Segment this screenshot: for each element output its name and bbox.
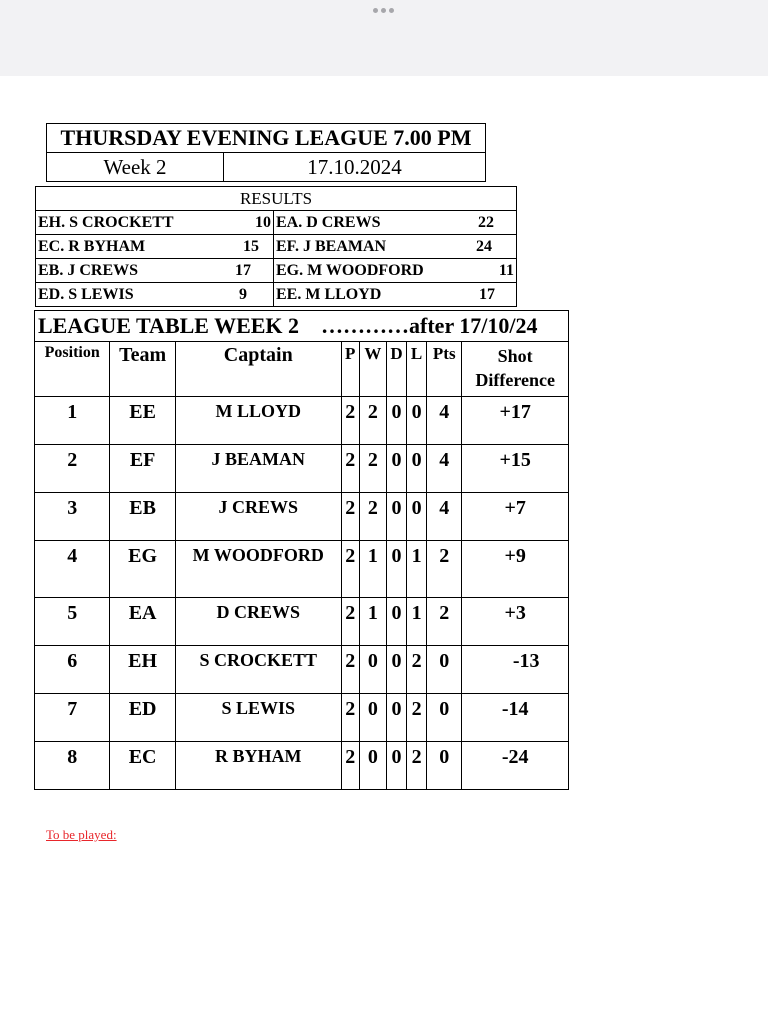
result-home-team: EC. R BYHAM <box>38 237 146 255</box>
row-position: 4 <box>35 541 110 598</box>
table-row <box>35 445 569 493</box>
row-points: 2 <box>427 541 462 598</box>
row-position: 3 <box>35 493 110 541</box>
row-team: ED <box>110 694 175 742</box>
row-lost: 2 <box>407 742 427 790</box>
top-bar <box>0 0 768 76</box>
row-won: 0 <box>359 742 386 790</box>
row-lost: 0 <box>407 397 427 445</box>
result-away-score: 17 <box>479 285 495 303</box>
league-header-row <box>35 342 569 397</box>
league-table-title: LEAGUE TABLE WEEK 2 …………after 17/10/24 <box>35 311 569 342</box>
col-shot-difference <box>462 342 569 397</box>
col-shot-label: Shot <box>497 346 533 366</box>
row-shot-diff: +17 <box>462 397 569 445</box>
result-home-score: 10 <box>255 213 271 231</box>
result-row <box>36 259 517 283</box>
col-position: Position <box>35 342 110 397</box>
result-home-score: 15 <box>243 237 259 255</box>
row-position: 2 <box>35 445 110 493</box>
row-drawn: 0 <box>386 541 406 598</box>
row-played: 2 <box>341 493 359 541</box>
row-played: 2 <box>341 445 359 493</box>
row-lost: 1 <box>407 598 427 646</box>
col-won: W <box>359 342 386 397</box>
row-drawn: 0 <box>386 646 406 694</box>
col-points: Pts <box>427 342 462 397</box>
row-shot-diff: +3 <box>462 598 569 646</box>
row-points: 4 <box>427 493 462 541</box>
col-team: Team <box>110 342 175 397</box>
table-row <box>35 541 569 598</box>
results-heading: RESULTS <box>36 187 517 211</box>
row-shot-diff: -14 <box>462 694 569 742</box>
row-shot-diff: +7 <box>462 493 569 541</box>
row-position: 5 <box>35 598 110 646</box>
row-shot-diff: -24 <box>462 742 569 790</box>
dot <box>389 8 394 13</box>
row-captain: J BEAMAN <box>175 445 341 493</box>
row-played: 2 <box>341 742 359 790</box>
row-points: 0 <box>427 694 462 742</box>
row-lost: 1 <box>407 541 427 598</box>
row-lost: 0 <box>407 493 427 541</box>
result-row <box>36 211 517 235</box>
row-drawn: 0 <box>386 694 406 742</box>
row-lost: 2 <box>407 646 427 694</box>
row-captain: R BYHAM <box>175 742 341 790</box>
row-team: EF <box>110 445 175 493</box>
result-away-score: 22 <box>478 213 494 231</box>
row-played: 2 <box>341 598 359 646</box>
table-row <box>35 397 569 445</box>
dot <box>381 8 386 13</box>
row-team: EA <box>110 598 175 646</box>
row-captain: M LLOYD <box>175 397 341 445</box>
row-won: 2 <box>359 397 386 445</box>
row-won: 2 <box>359 445 386 493</box>
league-table <box>34 310 569 790</box>
result-away-score: 24 <box>476 237 492 255</box>
row-captain: J CREWS <box>175 493 341 541</box>
row-shot-diff: -13 <box>462 646 569 694</box>
row-position: 7 <box>35 694 110 742</box>
result-home-team: EH. S CROCKETT <box>38 213 174 231</box>
row-captain: S LEWIS <box>175 694 341 742</box>
result-row <box>36 283 517 307</box>
row-points: 0 <box>427 742 462 790</box>
row-drawn: 0 <box>386 742 406 790</box>
result-home-team: EB. J CREWS <box>38 261 139 279</box>
result-away-team: EA. D CREWS <box>276 213 381 231</box>
table-row <box>35 742 569 790</box>
row-won: 2 <box>359 493 386 541</box>
row-position: 6 <box>35 646 110 694</box>
league-header <box>46 123 486 182</box>
result-away-team: EF. J BEAMAN <box>276 237 387 255</box>
row-team: EC <box>110 742 175 790</box>
league-title: THURSDAY EVENING LEAGUE 7.00 PM <box>47 124 486 153</box>
row-won: 0 <box>359 646 386 694</box>
row-drawn: 0 <box>386 598 406 646</box>
col-drawn: D <box>386 342 406 397</box>
row-team: EG <box>110 541 175 598</box>
row-team: EB <box>110 493 175 541</box>
row-shot-diff: +15 <box>462 445 569 493</box>
dot <box>373 8 378 13</box>
row-played: 2 <box>341 397 359 445</box>
row-team: EE <box>110 397 175 445</box>
row-won: 1 <box>359 598 386 646</box>
col-lost: L <box>407 342 427 397</box>
col-difference-label: Difference <box>475 370 555 390</box>
row-captain: M WOODFORD <box>175 541 341 598</box>
row-captain: D CREWS <box>175 598 341 646</box>
row-lost: 2 <box>407 694 427 742</box>
more-dots-icon[interactable] <box>372 6 396 14</box>
row-captain: S CROCKETT <box>175 646 341 694</box>
result-away-team: EE. M LLOYD <box>276 285 382 303</box>
row-played: 2 <box>341 541 359 598</box>
row-played: 2 <box>341 646 359 694</box>
row-shot-diff: +9 <box>462 541 569 598</box>
row-won: 0 <box>359 694 386 742</box>
row-won: 1 <box>359 541 386 598</box>
table-row <box>35 493 569 541</box>
col-captain: Captain <box>175 342 341 397</box>
row-drawn: 0 <box>386 445 406 493</box>
row-position: 1 <box>35 397 110 445</box>
result-home-score: 17 <box>235 261 251 279</box>
row-team: EH <box>110 646 175 694</box>
row-drawn: 0 <box>386 397 406 445</box>
result-away-score: 11 <box>498 261 514 279</box>
row-lost: 0 <box>407 445 427 493</box>
row-points: 2 <box>427 598 462 646</box>
result-home-score: 9 <box>239 285 247 303</box>
table-row <box>35 598 569 646</box>
row-points: 4 <box>427 397 462 445</box>
table-row <box>35 694 569 742</box>
row-drawn: 0 <box>386 493 406 541</box>
result-row <box>36 235 517 259</box>
row-position: 8 <box>35 742 110 790</box>
results-table <box>35 186 517 307</box>
week-label: Week 2 <box>47 153 224 182</box>
to-be-played-link[interactable]: To be played: <box>46 827 117 842</box>
col-played: P <box>341 342 359 397</box>
result-away-team: EG. M WOODFORD <box>276 261 424 279</box>
row-points: 4 <box>427 445 462 493</box>
table-row <box>35 646 569 694</box>
result-home-team: ED. S LEWIS <box>38 285 134 303</box>
row-played: 2 <box>341 694 359 742</box>
row-points: 0 <box>427 646 462 694</box>
match-date: 17.10.2024 <box>224 153 486 182</box>
